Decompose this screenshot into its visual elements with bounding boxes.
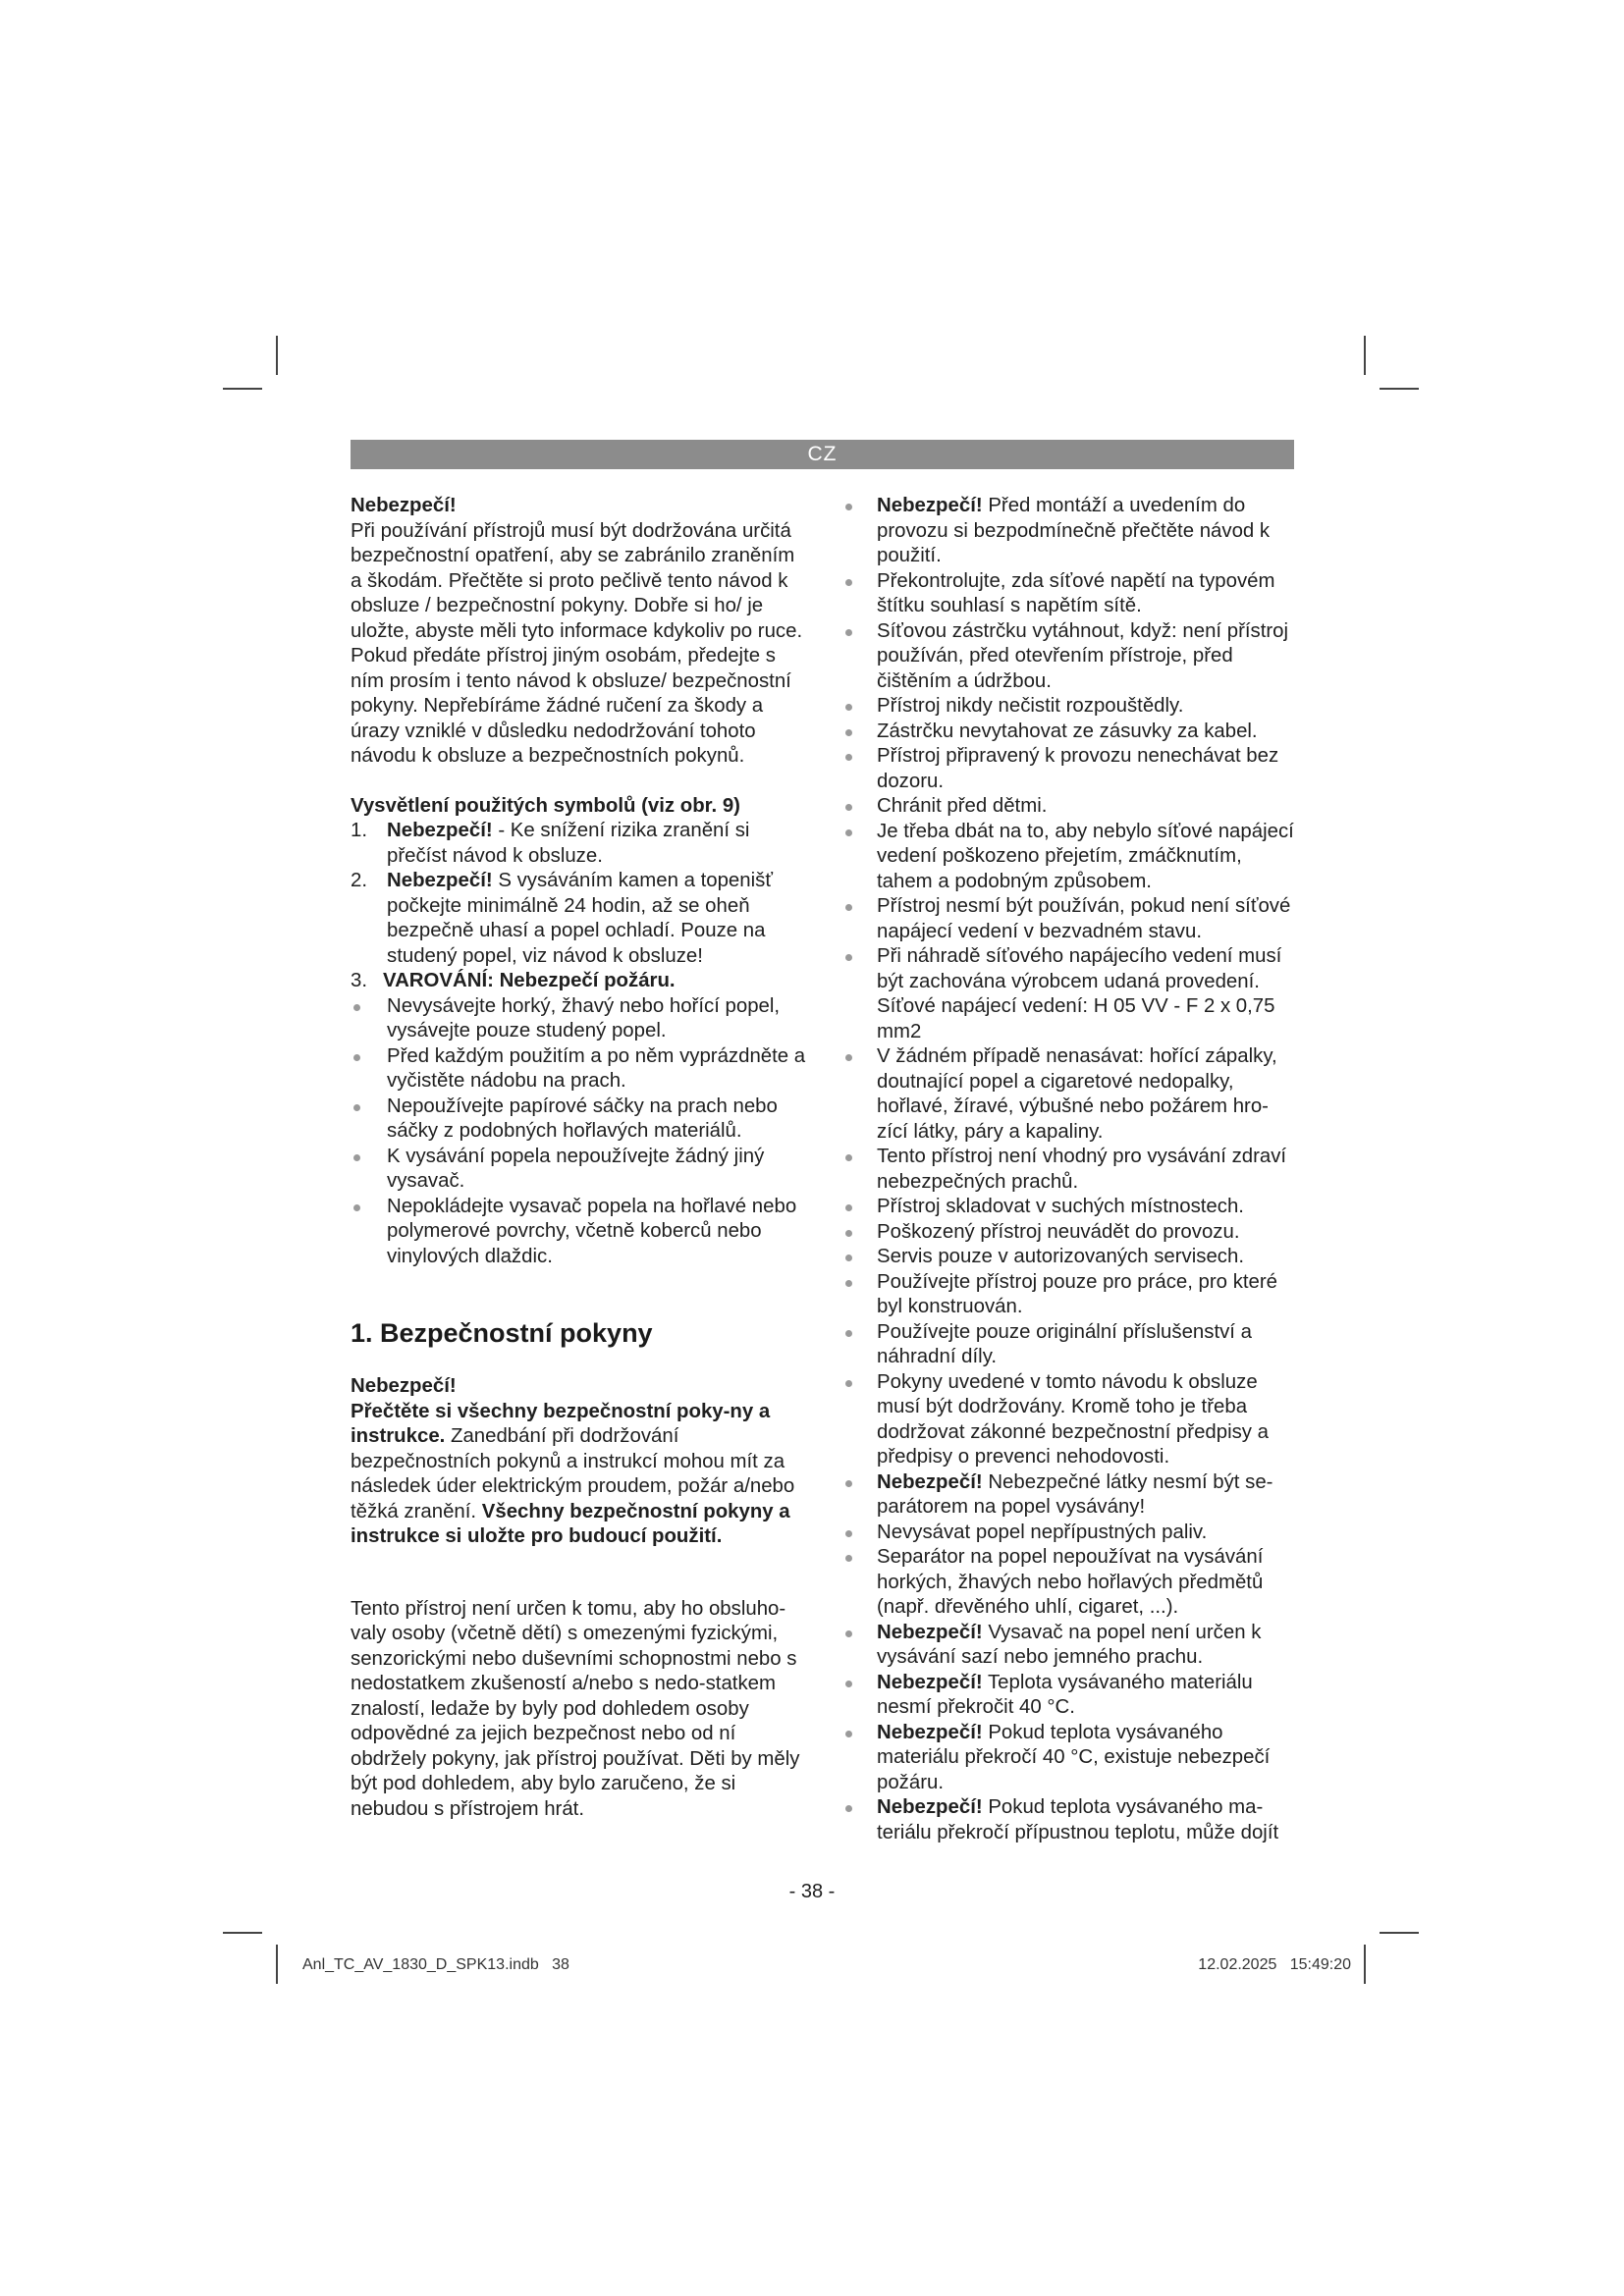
- list-text: Chránit před dětmi.: [877, 795, 1048, 817]
- symbol-number: 1.: [351, 820, 368, 841]
- danger-label: Nebezpečí!: [877, 1470, 983, 1493]
- list-item: Nepoužívejte papírové sáčky na prach nebo sáčky z podobných hořlavých materiálů.: [351, 1095, 807, 1145]
- symbol-label: Nebezpečí!: [387, 870, 493, 891]
- list-item: [842, 1370, 1294, 1470]
- list-item: [842, 944, 1294, 1044]
- page-number: - 38 -: [788, 1881, 836, 1902]
- list-text: Pokud teplota vysávaného ma-teriálu překročí přípustnou teplotu, může dojít: [877, 1796, 1279, 1843]
- list-text: Před montáží a uvedením do provozu si bezpodmínečně přečtěte návod k použití.: [877, 495, 1271, 566]
- danger-heading: Nebezpečí!: [351, 1375, 457, 1397]
- language-header-bar: [351, 440, 1294, 469]
- list-text: Používejte pouze originální příslušenství a náhradní díly.: [877, 1320, 1252, 1367]
- list-text: Separátor na popel nepoužívat na vysávání horkých, žhavých nebo hořlavých předmětů (např. dřevěného uhlí, cigaret, ...).: [877, 1546, 1264, 1618]
- footer-file-name: Anl_TC_AV_1830_D_SPK13.indb 38: [302, 1956, 569, 1973]
- list-item: [842, 1795, 1294, 1845]
- list-text: Síťovou zástrčku vytáhnout, když: není přístroj používán, před otevřením přístroje, před čištěním a údržbou.: [877, 619, 1289, 692]
- list-item: [842, 1044, 1294, 1145]
- list-text: Přístroj připravený k provozu nenechávat bez dozoru.: [877, 745, 1279, 792]
- read-instructions-bold: Přečtěte si všechny bezpečnostní poky-ny a instrukce.: [351, 1400, 771, 1447]
- list-text: Poškozený přístroj neuvádět do provozu.: [877, 1220, 1240, 1243]
- list-item: Nepokládejte vysavač popela na hořlavé nebo polymerové povrchy, včetně koberců nebo vinylových dlaždic.: [351, 1195, 807, 1270]
- persons-paragraph: Tento přístroj není určen k tomu, aby ho obsluho-valy osoby (včetně dětí) s omezenými fyzickými, senzorickými nebo duševními schopnostmi nebo s nedostatkem zkušeností a/nebo s nedo-statkem znalostí, ledaže by byly pod dohledem osoby odpovědné za jejich bezpečnost nebo od ní obdržely pokyny, jak přístroj používat. Děti by měly být pod dohledem, aby bylo zaručeno, že si nebudou s přístrojem hrát.: [351, 1597, 800, 1820]
- list-item: Před každým použitím a po něm vyprázdněte a vyčistěte nádobu na prach.: [351, 1044, 807, 1095]
- symbol-item: [351, 869, 807, 969]
- list-item: [842, 569, 1294, 619]
- intro-heading: Nebezpečí!: [351, 495, 457, 516]
- list-item: [842, 794, 1294, 820]
- list-item: [842, 1521, 1294, 1546]
- danger-label: Nebezpečí!: [877, 1671, 983, 1693]
- list-text: Přístroj nikdy nečistit rozpouštědly.: [877, 695, 1184, 717]
- symbol-item: [351, 969, 807, 994]
- list-item: [842, 1145, 1294, 1195]
- list-text: Teplota vysávaného materiálu nesmí překročit 40 °C.: [877, 1671, 1253, 1718]
- list-item: [842, 720, 1294, 745]
- symbols-list: [351, 819, 807, 994]
- list-item: [842, 1220, 1294, 1246]
- list-item: [842, 1621, 1294, 1671]
- list-text: Přístroj nesmí být používán, pokud není síťové napájecí vedení v bezvadném stavu.: [877, 895, 1291, 942]
- list-text: Nevysávat popel nepřípustných paliv.: [877, 1521, 1208, 1543]
- symbol-number: 2.: [351, 870, 368, 891]
- symbol-text: - Ke snížení rizika zranění si přečíst návod k obsluze.: [387, 820, 750, 867]
- list-item: [842, 1721, 1294, 1796]
- list-text: Nebezpečné látky nesmí být se-parátorem na popel vysávány!: [877, 1470, 1273, 1518]
- list-text: Překontrolujte, zda síťové napětí na typovém štítku souhlasí s napětím sítě.: [877, 569, 1275, 616]
- crop-mark: [276, 336, 278, 375]
- list-text: V žádném případě nenasávat: hořící zápalky, doutnající popel a cigaretové nedopalky, hořlavé, žíravé, výbušné nebo požárem hro-zící látky, páry a kapaliny.: [877, 1045, 1277, 1143]
- list-text: Je třeba dbát na to, aby nebylo síťové napájecí vedení poškozeno přejetím, zmáčknutím, tahem a podobným způsobem.: [877, 820, 1294, 892]
- crop-mark: [276, 1945, 278, 1984]
- symbols-heading: Vysvětlení použitých symbolů (viz obr. 9): [351, 794, 740, 817]
- list-text: Servis pouze v autorizovaných servisech.: [877, 1246, 1245, 1267]
- list-text: Používejte přístroj pouze pro práce, pro které byl konstruován.: [877, 1270, 1278, 1317]
- danger-label: Nebezpečí!: [877, 495, 983, 516]
- list-item: [842, 1320, 1294, 1370]
- section-title: 1. Bezpečnostní pokyny: [351, 1318, 653, 1348]
- left-column: [351, 494, 807, 1822]
- list-item: [842, 1671, 1294, 1721]
- list-item: [842, 744, 1294, 794]
- read-instructions-text: Zanedbání při dodržování bezpečnostních pokynů a instrukcí mohou mít za následek úder elektrickým proudem, požár a/nebo těžká zranění.: [351, 1425, 795, 1522]
- list-item: [842, 894, 1294, 944]
- list-text: Pokud teplota vysávaného materiálu překročí 40 °C, existuje nebezpečí požáru.: [877, 1721, 1271, 1793]
- list-item: [842, 1545, 1294, 1621]
- danger-label: Nebezpečí!: [877, 1721, 983, 1743]
- list-item: [842, 1195, 1294, 1220]
- crop-mark: [1364, 1945, 1366, 1984]
- keep-instructions-bold: Všechny bezpečnostní pokyny a instrukce si uložte pro budoucí použití.: [351, 1500, 790, 1547]
- symbol-label: Nebezpečí!: [387, 820, 493, 841]
- crop-mark: [1380, 388, 1419, 390]
- list-item: K vysávání popela nepoužívejte žádný jiný vysavač.: [351, 1145, 807, 1195]
- list-item: [842, 694, 1294, 720]
- symbol-text: S vysáváním kamen a topenišť počkejte minimálně 24 hodin, až se oheň bezpečně uhasí a popel ochladí. Pouze na studený popel, viz návod k obsluze!: [387, 870, 773, 967]
- list-item: [842, 820, 1294, 895]
- list-item: [842, 494, 1294, 569]
- symbol-number: 3.: [351, 970, 368, 991]
- danger-label: Nebezpečí!: [877, 1621, 983, 1643]
- crop-mark: [223, 388, 262, 390]
- intro-paragraph: Při používání přístrojů musí být dodržována určitá bezpečnostní opatření, aby se zabránilo zraněním a škodám. Přečtěte si proto pečlivě tento návod k obsluze / bezpečnostní pokyny. Dobře si ho/ je uložte, abyste měli tyto informace kdykoliv po ruce. Pokud předáte přístroj jiným osobám, předejte s ním prosím i tento návod k obsluze/ bezpečnostní pokyny. Nepřebíráme žádné ručení za škody a úrazy vzniklé v důsledku nedodržování tohoto návodu k obsluze a bezpečnostních pokynů.: [351, 519, 803, 767]
- list-text: Při náhradě síťového napájecího vedení musí být zachována výrobcem udaná provedení. Síťové napájecí vedení: H 05 VV - F 2 x 0,75 mm2: [877, 945, 1282, 1042]
- language-code: CZ: [807, 443, 838, 465]
- read-instructions-paragraph: [351, 1400, 807, 1550]
- list-item: [842, 619, 1294, 695]
- list-item: Nevysávejte horký, žhavý nebo hořící popel, vysávejte pouze studený popel.: [351, 994, 807, 1044]
- symbol-item: [351, 819, 807, 869]
- fire-warning-list: [351, 994, 807, 1270]
- list-item: [842, 1245, 1294, 1270]
- symbol-label: VAROVÁNÍ: Nebezpečí požáru.: [383, 970, 676, 991]
- list-text: Pokyny uvedené v tomto návodu k obsluze musí být dodržovány. Kromě toho je třeba dodržovat zákonné bezpečnostní předpisy a předpisy o prevenci nehodovosti.: [877, 1370, 1270, 1468]
- safety-list: [842, 494, 1294, 1845]
- crop-mark: [223, 1932, 262, 1934]
- list-text: Tento přístroj není vhodný pro vysávání zdraví nebezpečných prachů.: [877, 1146, 1287, 1193]
- danger-label: Nebezpečí!: [877, 1796, 983, 1818]
- crop-mark: [1364, 336, 1366, 375]
- list-item: [842, 1470, 1294, 1521]
- list-text: Zástrčku nevytahovat ze zásuvky za kabel.: [877, 720, 1258, 742]
- list-text: Přístroj skladovat v suchých místnostech.: [877, 1196, 1244, 1217]
- list-text: Vysavač na popel není určen k vysávání sazí nebo jemného prachu.: [877, 1621, 1262, 1668]
- list-item: [842, 1270, 1294, 1320]
- footer-date-time: 12.02.2025 15:49:20: [1198, 1956, 1351, 1973]
- right-column: [842, 494, 1294, 1845]
- crop-mark: [1380, 1932, 1419, 1934]
